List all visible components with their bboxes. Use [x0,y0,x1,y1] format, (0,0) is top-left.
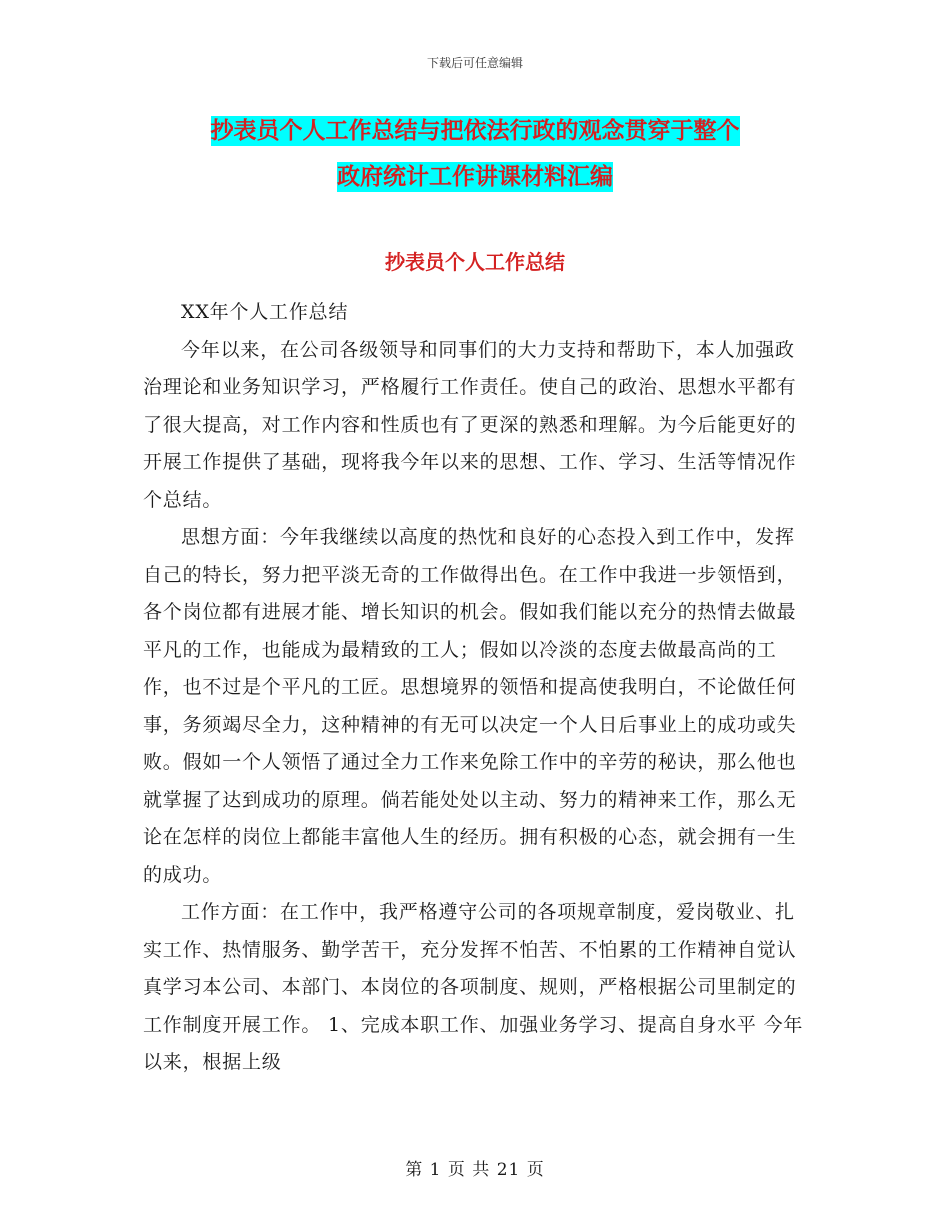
document-title-line-2: 政府统计工作讲课材料汇编 [337,164,613,190]
section-heading: 抄表员个人工作总结 [385,250,565,274]
page-header-note: 下载后可任意编辑 [426,56,523,70]
paragraph-intro: 今年以来，在公司各级领导和同事们的大力支持和帮助下，本人加强政治理论和业务知识学习，严格履行工作责任。使自己的政治、思想水平都有了很大提高，对工作内容和性质也有了更深的熟悉和理解。为今后能更好的开展工作提供了基础，现将我今年以来的思想、工作、学习、生活等情况作个总结。 [143,338,797,511]
paragraph-subtitle: XX年个人工作总结 [181,301,349,323]
document-title-line-1: 抄表员个人工作总结与把依法行政的观念贯穿于整个 [210,118,740,144]
paragraph-thinking: 思想方面：今年我继续以高度的热忱和良好的心态投入到工作中，发挥自己的特长，努力把平淡无奇的工作做得出色。在工作中我进一步领悟到，各个岗位都有进展才能、增长知识的机会。假如我们能以充分的热情去做最平凡的工作，也能成为最精致的工人；假如以冷淡的态度去做最高尚的工作，也不过是个平凡的工匠。思想境界的领悟和提高使我明白，不论做任何事，务须竭尽全力，这种精神的有无可以决定一个人日后事业上的成功或失败。假如一个人领悟了通过全力工作来免除工作中的辛劳的秘诀，那么他也就掌握了达到成功的原理。倘若能处处以主动、努力的精神来工作，那么无论在怎样的岗位上都能丰富他人生的经历。拥有积极的心态，就会拥有一生的成功。 [143,526,797,886]
paragraph-work: 工作方面：在工作中，我严格遵守公司的各项规章制度，爱岗敬业、扎实工作、热情服务、勤学苦干，充分发挥不怕苦、不怕累的工作精神自觉认真学习本公司、本部门、本岗位的各项制度、规则，严格根据公司里制定的工作制度开展工作。 1、完成本职工作、加强业务学习、提高自身水平 今年以来，根据上级 [143,901,804,1073]
page-number: 第 1 页 共 21 页 [405,1160,545,1180]
document-body [143,294,813,1082]
document-title [140,108,810,200]
